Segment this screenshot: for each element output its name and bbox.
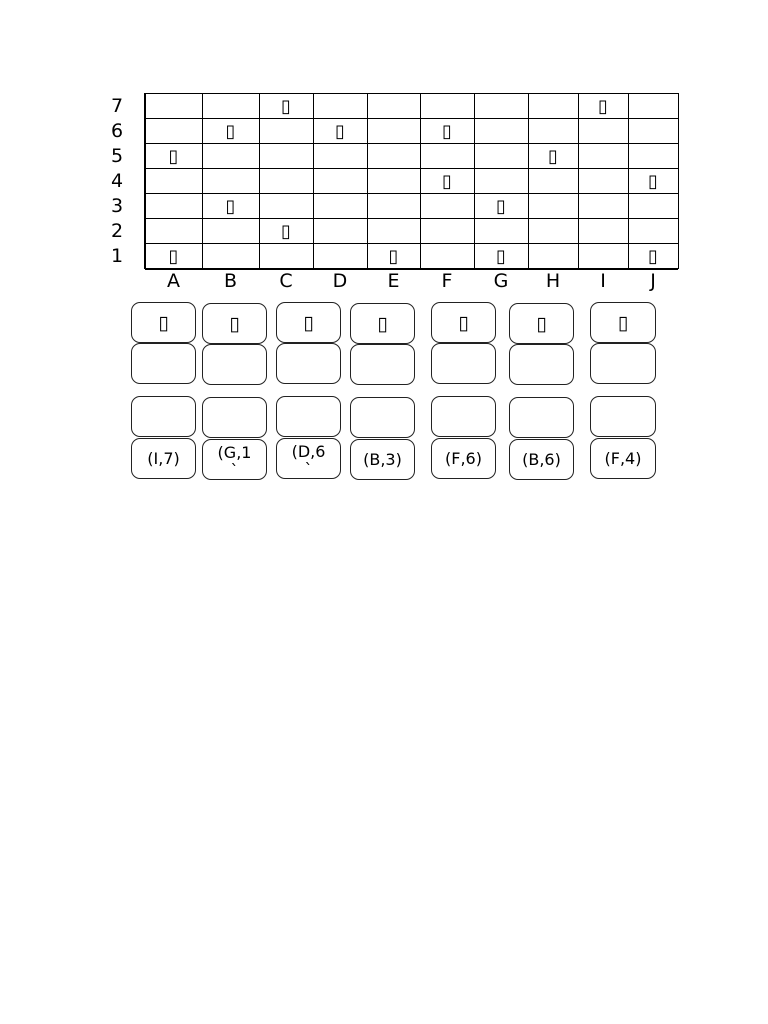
answer-box-coordinate: [276, 438, 341, 479]
column-label: A: [167, 270, 180, 292]
answer-box-coordinate: [350, 439, 415, 480]
coordinate-label: (F,4): [604, 449, 642, 468]
answer-box-blank[interactable]: [590, 343, 656, 384]
grid-mark-glyph: ▯: [225, 120, 236, 142]
grid-mark-glyph: ▯: [496, 245, 506, 267]
grid-horizontal-line: [145, 168, 678, 169]
grid-horizontal-line: [145, 243, 678, 244]
grid-vertical-line: [367, 93, 368, 269]
answer-box-glyph: [590, 302, 656, 343]
coordinate-grid: [0, 0, 768, 300]
grid-mark-glyph: ▯: [598, 95, 608, 117]
answer-box-blank[interactable]: [350, 344, 415, 385]
answer-box-glyph: [509, 303, 574, 344]
coordinate-label: (G,1 `: [217, 443, 252, 480]
answer-box-blank[interactable]: [431, 396, 496, 437]
row-label: 1: [110, 244, 124, 267]
grid-mark-glyph: ▯: [648, 170, 658, 192]
answer-box-coordinate: [131, 438, 196, 479]
coordinate-label: (D,6 `: [291, 442, 326, 479]
answer-box-blank[interactable]: [276, 343, 341, 384]
answer-box-blank[interactable]: [431, 343, 496, 384]
answer-box-blank[interactable]: [509, 344, 574, 385]
grid-mark-glyph: ▯: [442, 120, 452, 142]
column-label: J: [650, 270, 656, 292]
row-label: 5: [110, 144, 124, 167]
grid-horizontal-line: [145, 193, 678, 194]
row-label: 7: [110, 94, 124, 117]
row-label: 4: [110, 169, 124, 192]
answer-box-blank[interactable]: [131, 396, 196, 437]
grid-vertical-line: [578, 93, 579, 269]
answer-box-blank[interactable]: [202, 344, 267, 385]
answer-box-blank[interactable]: [509, 397, 574, 438]
grid-mark-glyph: ▯: [496, 195, 506, 217]
grid-horizontal-line: [145, 218, 678, 219]
column-label: I: [600, 270, 606, 292]
coordinate-label: (F,6): [445, 449, 482, 468]
glyph-label: ▯: [303, 312, 314, 334]
glyph-label: ▯: [158, 312, 169, 334]
grid-vertical-line: [628, 93, 629, 269]
grid-vertical-line: [259, 93, 260, 269]
column-label: B: [223, 270, 238, 292]
answer-box-blank[interactable]: [131, 343, 196, 384]
answer-box-glyph: [350, 303, 415, 344]
column-label: H: [545, 270, 561, 292]
grid-horizontal-line: [145, 93, 678, 94]
row-label: 3: [110, 194, 124, 217]
grid-vertical-line: [144, 93, 146, 269]
grid-horizontal-line: [145, 118, 678, 119]
coordinate-label: (B,6): [522, 450, 561, 469]
column-label: F: [441, 270, 453, 292]
grid-mark-glyph: ▯: [281, 220, 291, 242]
column-label: C: [279, 270, 293, 292]
grid-vertical-line: [474, 93, 475, 269]
column-label: D: [332, 270, 348, 292]
grid-mark-glyph: ▯: [648, 245, 658, 267]
answer-box-glyph: [431, 302, 496, 343]
glyph-label: ▯: [536, 313, 547, 335]
grid-mark-glyph: ▯: [168, 145, 179, 167]
coordinate-label: (B,3): [363, 450, 402, 469]
grid-horizontal-line: [145, 143, 678, 144]
glyph-label: ▯: [458, 312, 469, 334]
glyph-label: ▯: [617, 312, 629, 334]
answer-box-glyph: [131, 302, 196, 343]
row-label: 2: [110, 219, 124, 242]
grid-mark-glyph: ▯: [335, 120, 345, 142]
grid-mark-glyph: ▯: [168, 245, 179, 267]
row-label: 6: [110, 119, 124, 142]
grid-vertical-line: [202, 93, 203, 269]
grid-mark-glyph: ▯: [281, 95, 291, 117]
grid-vertical-line: [420, 93, 421, 269]
answer-box-blank[interactable]: [590, 396, 656, 437]
glyph-label: ▯: [229, 313, 240, 335]
coordinate-label: (I,7): [147, 449, 180, 468]
grid-vertical-line: [678, 93, 679, 269]
answer-box-coordinate: [431, 438, 496, 479]
answer-box-coordinate: [202, 439, 267, 480]
grid-mark-glyph: ▯: [442, 170, 452, 192]
answer-box-blank[interactable]: [276, 396, 341, 437]
grid-vertical-line: [313, 93, 314, 269]
answer-box-coordinate: [509, 439, 574, 480]
answer-box-glyph: [202, 303, 267, 344]
grid-vertical-line: [528, 93, 529, 269]
glyph-label: ▯: [377, 313, 388, 335]
column-label: G: [493, 270, 509, 292]
grid-mark-glyph: ▯: [388, 245, 399, 267]
grid-mark-glyph: ▯: [548, 145, 558, 167]
answer-box-glyph: [276, 302, 341, 343]
grid-mark-glyph: ▯: [225, 195, 236, 217]
answer-box-blank[interactable]: [350, 397, 415, 438]
answer-box-coordinate: [590, 438, 656, 479]
column-label: E: [387, 270, 400, 292]
answer-box-blank[interactable]: [202, 397, 267, 438]
